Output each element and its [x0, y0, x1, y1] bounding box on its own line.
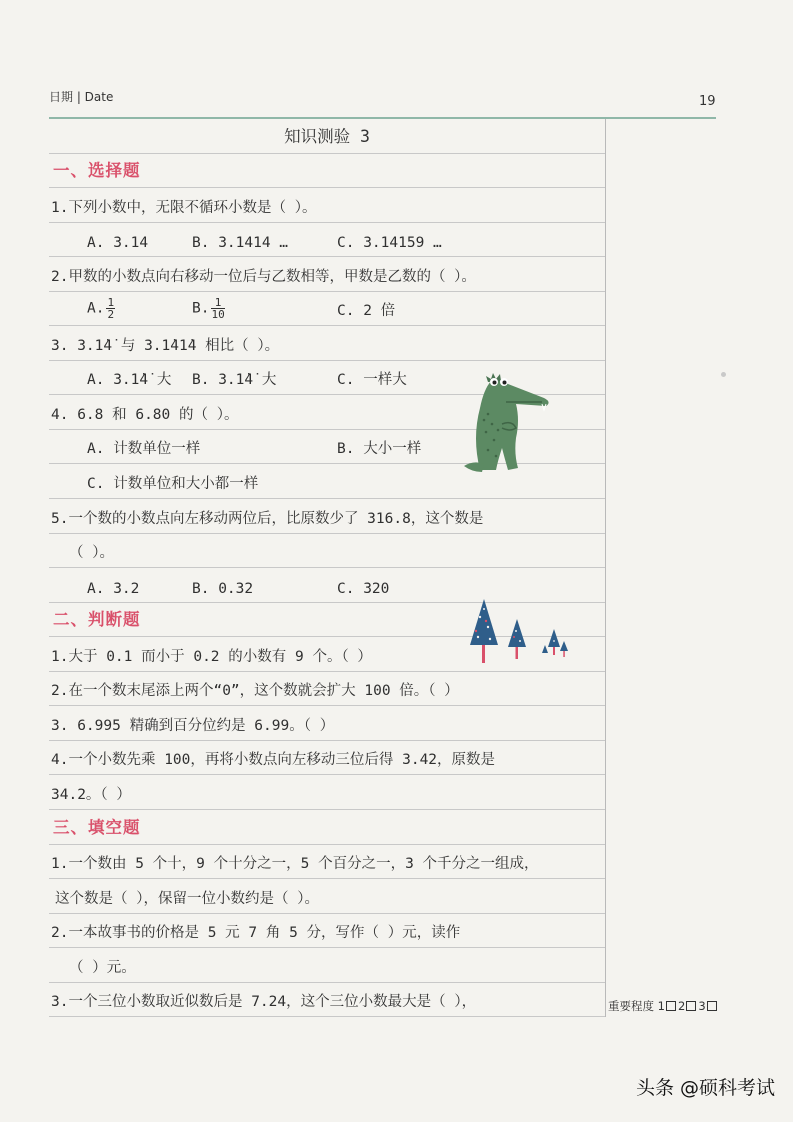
fraction-denominator: 2: [107, 308, 115, 322]
importance-level-2: 2: [677, 999, 686, 1013]
s2-q1: 1.大于 0.1 而小于 0.2 的小数有 9 个。（ ）: [51, 648, 372, 665]
s1-q5-option-a: A. 3.2: [87, 580, 140, 597]
checkbox-icon: [707, 1001, 717, 1011]
section-heading-row: [49, 810, 605, 845]
s1-q3-option-b: B. 3.1̇4̇ 大: [192, 372, 277, 389]
s1-q3-option-c: C. 一样大: [337, 372, 407, 389]
s1-q2-stem: 2.甲数的小数点向右移动一位后与乙数相等，甲数是乙数的（ ）。: [51, 268, 476, 285]
options-row: [49, 292, 605, 327]
trees-illustration: [466, 597, 576, 665]
s1-q3-stem: 3. 3.1̇4̇ 与 3.1̇41̇4 相比（ ）。: [51, 337, 280, 354]
s3-q3: 3.一个三位小数取近似数后是 7.24，这个三位小数最大是（ ），: [51, 994, 477, 1011]
s1-q2-option-a-prefix: A.: [87, 300, 105, 317]
question-row: [49, 706, 605, 741]
importance-level-1: 1: [657, 999, 665, 1013]
s1-q2-option-c: C. 2 倍: [337, 303, 396, 320]
s1-q4-option-a: A. 计数单位一样: [87, 441, 201, 458]
section1-heading: 一、选择题: [53, 161, 141, 181]
s1-q1-option-a: A. 3.14: [87, 235, 149, 252]
question-row: [49, 326, 605, 361]
importance-label: 重要程度: [608, 999, 654, 1013]
s1-q2-option-b-prefix: B.: [192, 300, 210, 317]
question-row: [49, 983, 605, 1018]
s1-q1-option-b: B. 3.1414 …: [192, 235, 289, 252]
title-row: [49, 119, 605, 154]
s1-q5-option-c: C. 320: [337, 580, 390, 597]
page-title: 知识测验 3: [284, 126, 370, 146]
question-row: [49, 534, 605, 569]
section2-heading: 二、判断题: [53, 610, 141, 630]
s1-q2-option-b: [192, 297, 225, 320]
question-row: [49, 948, 605, 983]
s3-q2-continued: （ ）元。: [69, 959, 136, 976]
s1-q5-option-b: B. 0.32: [192, 580, 254, 597]
fraction-tenth: [211, 297, 224, 320]
fraction-numerator: 1: [211, 297, 224, 309]
page-number: 19: [699, 94, 716, 109]
fraction-half: [106, 297, 115, 320]
question-row: [49, 499, 605, 534]
importance-level-3: 3: [698, 999, 706, 1013]
question-row: [49, 879, 605, 914]
question-row: [49, 672, 605, 707]
s2-q4-continued: 34.2。（ ）: [51, 786, 131, 803]
fraction-numerator: 1: [107, 296, 115, 310]
scan-dot: [721, 372, 726, 377]
checkbox-icon: [686, 1001, 696, 1011]
s3-q1: 1.一个数由 5 个十，9 个十分之一，5 个百分之一，3 个千分之一组成，: [51, 856, 539, 873]
s3-q1-continued: 这个数是（ ），保留一位小数约是（ ）。: [55, 890, 319, 907]
s1-q4-option-c: C. 计数单位和大小都一样: [87, 476, 259, 493]
section3-heading: 三、填空题: [53, 817, 141, 837]
question-row: [49, 257, 605, 292]
importance-rating: [608, 998, 719, 1014]
checkbox-icon: [666, 1001, 676, 1011]
question-row: [49, 845, 605, 880]
options-row: [49, 223, 605, 258]
fraction-denominator: 10: [211, 308, 225, 322]
s2-q3: 3. 6.995 精确到百分位约是 6.99。（ ）: [51, 717, 335, 734]
s1-q1-stem: 1.下列小数中，无限不循环小数是（ ）。: [51, 199, 317, 216]
question-row: [49, 188, 605, 223]
crocodile-illustration: [458, 368, 558, 476]
section-heading-row: [49, 154, 605, 189]
watermark: 头条 @硕科考试: [635, 1077, 775, 1099]
s1-q3-option-a: A. 3.1̇4̇ 大: [87, 372, 172, 389]
s1-q5-stem: 5.一个数的小数点向左移动两位后，比原数少了 316.8，这个数是: [51, 510, 484, 527]
question-row: [49, 914, 605, 949]
question-row: [49, 741, 605, 776]
s1-q5-stem-continued: （ ）。: [69, 545, 114, 562]
s1-q1-option-c: C. 3.14159 …: [337, 235, 442, 252]
s1-q4-option-b: B. 大小一样: [337, 441, 422, 458]
s1-q4-stem: 4. 6.8 和 6.80 的（ ）。: [51, 406, 239, 423]
date-label: 日期 | Date: [49, 90, 114, 104]
margin-divider: [605, 119, 606, 1017]
s2-q4: 4.一个小数先乘 100，再将小数点向左移动三位后得 3.42，原数是: [51, 752, 496, 769]
s2-q2: 2.在一个数末尾添上两个“0”，这个数就会扩大 100 倍。（ ）: [51, 683, 459, 700]
s1-q2-option-a: [87, 297, 115, 320]
s3-q2: 2.一本故事书的价格是 5 元 7 角 5 分，写作（ ）元，读作: [51, 925, 461, 942]
question-row: [49, 775, 605, 810]
